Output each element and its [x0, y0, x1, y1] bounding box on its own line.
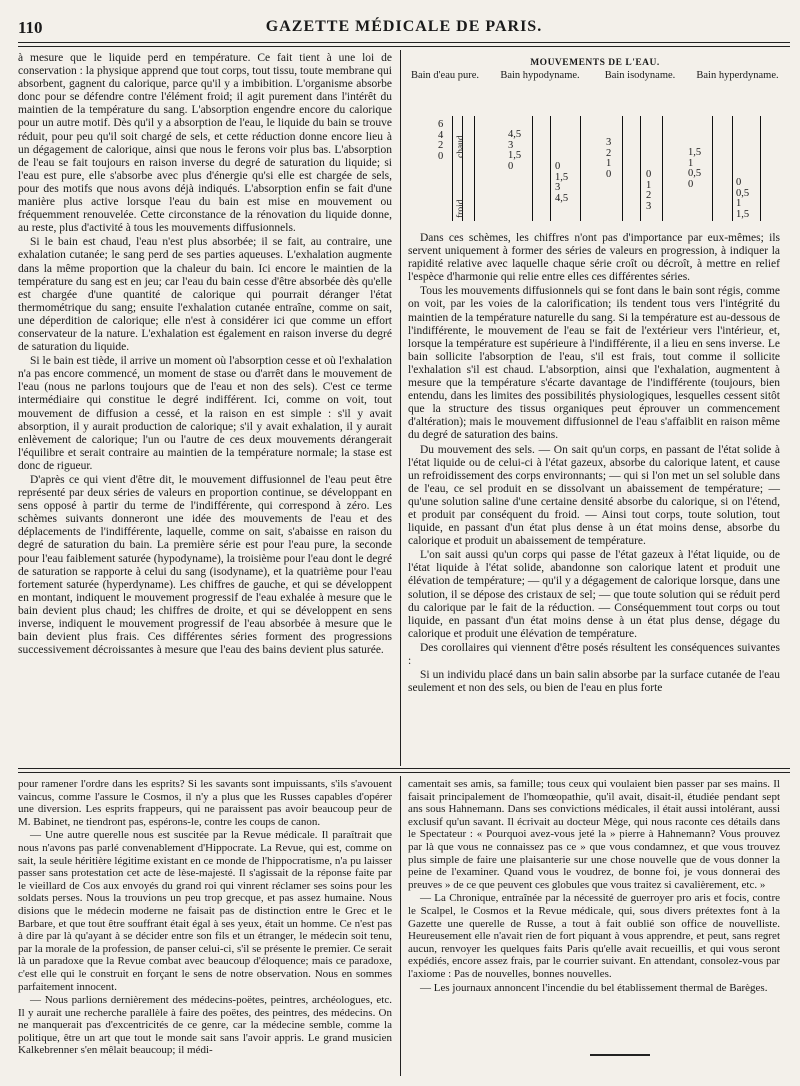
- paragraph: — Une autre querelle nous est suscitée par la Revue médicale. Il paraîtrait que nous n'avons pas parlé convenablement d'Hippocrate. La Revue, qui est, comme on sait, la seule héritière légitime existant en ce monde de l'hippocratisme, n'a pu laisser passer sans protestation cet acte de lèse-majesté. Il s'agissait de la réponse faite par le vieillard de Cos aux envoyés du grand roi qui vinrent réclamer ses soins pour les soldats perses. Nous la trouvions un peu trop grecque, et pas assez humaine. Nous disions que le médecin moderne ne faisait pas de distinction entre le Grec et le Barbare, et que tout être souffrant était égal à ses yeux, était un homme. Ce n'est pas à dire par là qu'ayant à se décider entre son fils et un étranger, le médecin soit tenu, par la morale de la profession, de panser celui-ci, s'il se présente le premier. Ce serait là un paradoxe que la Revue combat avec beaucoup d'éloquence; mais ce paradoxe, c'est elle qui le construit en forçant le sens de notre observation. Nous en sommes parfaitement innocent.: [18, 829, 392, 993]
- paragraph: pour ramener l'ordre dans les esprits? Si les savants sont impuissants, s'ils s'avouent vaincus, comme l'assure le Cosmos, il n'y a plus que les Russes capables d'opérer une diversion. Les esprits frappeurs, qui ne paraissent pas avoir beaucoup peur de M. Babinet, ne tiendront pas, espérons-le, contre les coups de canon.: [18, 778, 392, 828]
- scale-bar: [640, 116, 641, 221]
- hyperdyname-up: 1,5 1 0,5 0: [688, 147, 702, 190]
- table-title: MOUVEMENTS DE L'EAU.: [530, 58, 660, 68]
- paragraph: D'après ce qui vient d'être dit, le mouvement diffusionnel de l'eau peut être représenté par deux séries de valeurs en proportion continue, se développant en sens opposé à partir du terme de l'indifférente, qui correspond à zéro. Les schèmes suivants donneront une idée des mouvements de l'eau et des déplacements de l'indifférente, laquelle, comme on sait, s'abaisse en raison du degré de saturation du bain. La première série est pour l'eau pure, la seconde pour l'eau faiblement saturée (hypodyname), la troisième pour l'eau dont le degré de saturation se rapporte à celui du sang (isodyname), et la quatrième pour l'eau fortement saturée (hyperdyname). Les chiffres de gauche, et qui se développent en montant, indiquent le mouvement progressif de l'eau exhalée à mesure que le bain devient plus chaud; les chiffres de droite, et qui se développent en sens inverse, indiquent le mouvement progressif de l'eau absorbée à mesure que le bain devient plus frais. Ces différentes séries forment des progressions successivement décroissantes à mesure que l'eau des bains devient plus saturée.: [18, 474, 392, 657]
- scale-bar: [452, 116, 453, 221]
- bottom-left-column: [18, 778, 392, 1078]
- paragraph: — La Chronique, entraînée par la nécessité de guerroyer pro aris et focis, contre le Scalpel, le Cosmos et la Revue médicale, qui, sous divers prétextes font à la Gazette une querelle de Russe, a tout à fait oublié son office de nouvelliste. Heureusement elle n'avait rien de fort piquant à vous apprendre, et peut, sans regret aucun, renvoyer les quelques faits Paris qu'elle avait recueillis, et qui vous seront expédiés, encore assez frais, par le courrier suivant. En attendant, consolez-vous par l'axiome : Pas de nouvelles, bonnes nouvelles.: [408, 892, 780, 980]
- scale-bar: [662, 116, 663, 221]
- end-separator: [590, 1054, 650, 1056]
- scale-bar: [760, 116, 761, 221]
- header-eau-pure: Bain d'eau pure.: [410, 70, 480, 81]
- header-isodyname: Bain isodyname.: [604, 70, 676, 81]
- paragraph: Si le bain est chaud, l'eau n'est plus absorbée; il se fait, au contraire, une exhalation cutanée; le sang perd de ses parties aqueuses. L'exhalation augmente dans la même proportion que la chaleur du bain. Ici encore le maintien de la température du sang est en jeu; car l'eau du bain cesse d'être absorbée dès qu'elle est chargée d'une quantité de calorique qui pourrait déranger l'état thermométrique du sang; ensuite l'exhalation cutanée entraîne, comme on sait, une déperdition de calorique; elle n'est à considérer ici que comme un effort conservateur de la nature. L'exhalation est également en raison inverse du degré de saturation du liquide.: [18, 236, 392, 354]
- bottom-right-column: [408, 778, 780, 1048]
- paragraph: Dans ces schèmes, les chiffres n'ont pas d'importance par eux-mêmes; ils servent uniquement à former des séries de valeurs en progression, à indiquer la rapidité relative avec laquelle chaque série croît ou décroît, à mettre en relief l'espèce d'harmonie qui relie entre elles ces différentes séries.: [408, 232, 780, 284]
- paragraph: — Les journaux annoncent l'incendie du bel établissement thermal de Barèges.: [420, 981, 768, 994]
- scale-bar: [580, 116, 581, 221]
- journal-title: GAZETTE MÉDICALE DE PARIS.: [265, 18, 543, 35]
- scale-bar: [712, 116, 713, 221]
- top-left-column: [18, 52, 392, 764]
- scale-bar: [622, 116, 623, 221]
- paragraph: — Nous parlions dernièrement des médecins-poëtes, peintres, archéologues, etc. Il y aurait une recherche parallèle à faire des poëtes, des peintres, des médecins. On ne manquerait pas d'excentricités de ce genre, car la médecine semble, comme la politique, être un art que tout le monde sait sans l'avoir appris. Le grand musicien Kalkebrenner s'en mêlait beaucoup; il médi-: [18, 994, 392, 1057]
- hypodyname-up: 4,5 3 1,5 0: [508, 129, 522, 172]
- page-header: [18, 18, 790, 40]
- froid-label: froid: [456, 199, 466, 218]
- chaud-label: chaud: [456, 135, 466, 158]
- paragraph: Tous les mouvements diffusionnels qui se font dans le bain sont régis, comme on voit, par les voies de la calorification; ils tendent tous vers l'intégrité du maintien de la température naturelle du sang. Si la température est au-dessous de l'indifférente, le mouvement de l'eau se fait de l'extérieur vers l'intérieur, et, lorsque la température est supérieure à l'indifférente, il a lieu en sens inverse. Le bain sollicite l'absorption de l'eau, s'il est frais, tout comme il sollicite l'exhalation s'il est chaud. L'absorption, ainsi que l'exhalation, augmentent à mesure que la température s'écarte davantage de l'indifférente (toujours, bien entendu, dans les limites des possibilités physiologiques, lesquelles cessent sitôt que la structure des tissus organiques peut éprouver un commencement d'altération); mais le mouvement diffusionnel de l'eau s'affaiblit en raison même du degré de saturation des bains.: [408, 285, 780, 442]
- hypodyname-down: 0 1,5 3 4,5: [555, 161, 569, 204]
- column-divider-bottom: [400, 776, 401, 1076]
- paragraph: à mesure que le liquide perd en température. Ce fait tient à une loi de conservation : la physique apprend que tout corps, tout tissu, toute membrane qui absorbent, gagnent du calorique, parce qu'il y a imbibition. L'organisme absorbe donc pour se défendre contre l'élément froid; il agit purement dans l'intérêt du maintien de la température du sang. L'absorption engendre encore du calorique pour un autre motif. Dès qu'il y a absorption de l'eau, le liquide du bain se trouve réduit, pour peu qu'il soit chargé de sels, et cette réduction donne encore lieu à un dégagement de calorique, ainsi que nous le ferons voir plus bas. L'absorption de l'eau se fait toujours en raison inverse du degré de saturation du liquide; si l'eau est pure, elle s'absorbe avec plus d'énergie qu'si elle est chargée de sels, pour des motifs que nous avons déjà indiqués. L'absorption enfin se fait d'une manière plus active lorsque l'eau du bain est mise en mouvement ou fréquemment renouvelée. Cette circonstance de la rénovation du liquide donne, au reste, plus d'activité à tous les mouvements diffusionnels.: [18, 52, 392, 235]
- paragraph: L'on sait aussi qu'un corps qui passe de l'état gazeux à l'état liquide, ou de l'état liquide à l'état solide, abandonne son calorique latent et produit une élévation de température; — qu'il y a dégagement de calorique lorsque, dans une solution, il se dépose des cristaux de sel; — que toute solution qui se réduit perd du calorique par le fait de la réduction. — Conséquemment tout corps ou tout liquide, en passant d'un état moins dense à un état plus dense, dégage du calorique et produit une élévation de température.: [408, 549, 780, 640]
- isodyname-down: 0 1 2 3: [646, 169, 652, 212]
- paragraph: Des corollaires qui viennent d'être posés résultent les conséquences suivantes :: [408, 641, 780, 667]
- paragraph: Si le bain est tiède, il arrive un moment où l'absorption cesse et où l'exhalation n'a pas encore commencé, un moment de stase ou d'arrêt dans le mouvement de l'eau (nous ne parlons toujours que de l'eau et non des sels). C'est ce terme intermédiaire qui constitue le degré indifférent. Ici, comme on voit, tout mouvement de diffusion a cessé, et la raison en est simple : s'il y avait absorption, il y aurait production de calorique; s'il y avait exhalation, il y aurait enlèvement de calorique; l'un ou l'autre de ces deux mouvements dérangerait l'équilibre et serait contraire au maintien de la température normale; la stase est donc de rigueur.: [18, 355, 392, 472]
- hyperdyname-down: 0 0,5 1 1,5: [736, 177, 750, 220]
- page-number: 110: [18, 18, 43, 37]
- header-hypodyname: Bain hypodyname.: [500, 70, 580, 81]
- scale-bar: [550, 116, 551, 221]
- water-movements-table: [410, 58, 780, 226]
- isodyname-up: 3 2 1 0: [606, 137, 612, 180]
- scale-bar: [532, 116, 533, 221]
- paragraph: Du mouvement des sels. — On sait qu'un corps, en passant de l'état solide à l'état liquide ou de celui-ci à l'état gazeux, absorbe du calorique latent, et cause un refroidissement des corps environnants; — qui si l'on met un sel soluble dans de l'eau, ce sel produit en se dissolvant un abaissement de température; — qu'une solution saline d'une certaine densité absorbe du calorique, si on l'étend, et produit par conséquent du froid. — Ainsi tout corps, toute solution, tout liquide, en passant d'un état plus dense à un état moins dense, absorbe du calorique et produit un abaissement de température.: [408, 443, 780, 548]
- scale-bar: [474, 116, 475, 221]
- paragraph: camentait ses amis, sa famille; tous ceux qui voulaient bien passer par ses mains. Il faisait principalement de l'homœopathie, qu'il avait, disait-il, étudiée pendant sept ans sous Hahnemann. Dans ses convictions médicales, il était aussi intolérant, aussi exclusif qu'un savant. Il écrivait au docteur Mège, qui nous raconte ces détails dans le Spectateur : « Pourquoi avez-vous jeté la » pierre à Hahnemann? Vous prouvez par là que vous ne connaissez pas ce » que vous condamnez, et que vous trouvez plus simple de faire une plaisanterie sur une chose nouvelle que de vous donner la peine de l'examiner. Quand vous le voudrez, de bonne foi, je vous donnerai des preuves » de ce que peuvent ces globules que vous traitez si cavalièrement, etc. »: [408, 778, 780, 891]
- header-hyperdyname: Bain hyperdyname.: [696, 70, 779, 81]
- header-rule: [18, 42, 790, 43]
- eau-pure-values: 6 4 2 0: [438, 119, 444, 162]
- section-rule: [18, 768, 790, 769]
- column-divider-top: [400, 50, 401, 766]
- top-right-column: [408, 232, 780, 764]
- scale-bar: [732, 116, 733, 221]
- paragraph: Si un individu placé dans un bain salin absorbe par la surface cutanée de l'eau seulement et non des sels, ou bien de l'eau en plus forte: [408, 669, 780, 695]
- section-rule-2: [18, 772, 790, 773]
- header-rule-2: [18, 46, 790, 47]
